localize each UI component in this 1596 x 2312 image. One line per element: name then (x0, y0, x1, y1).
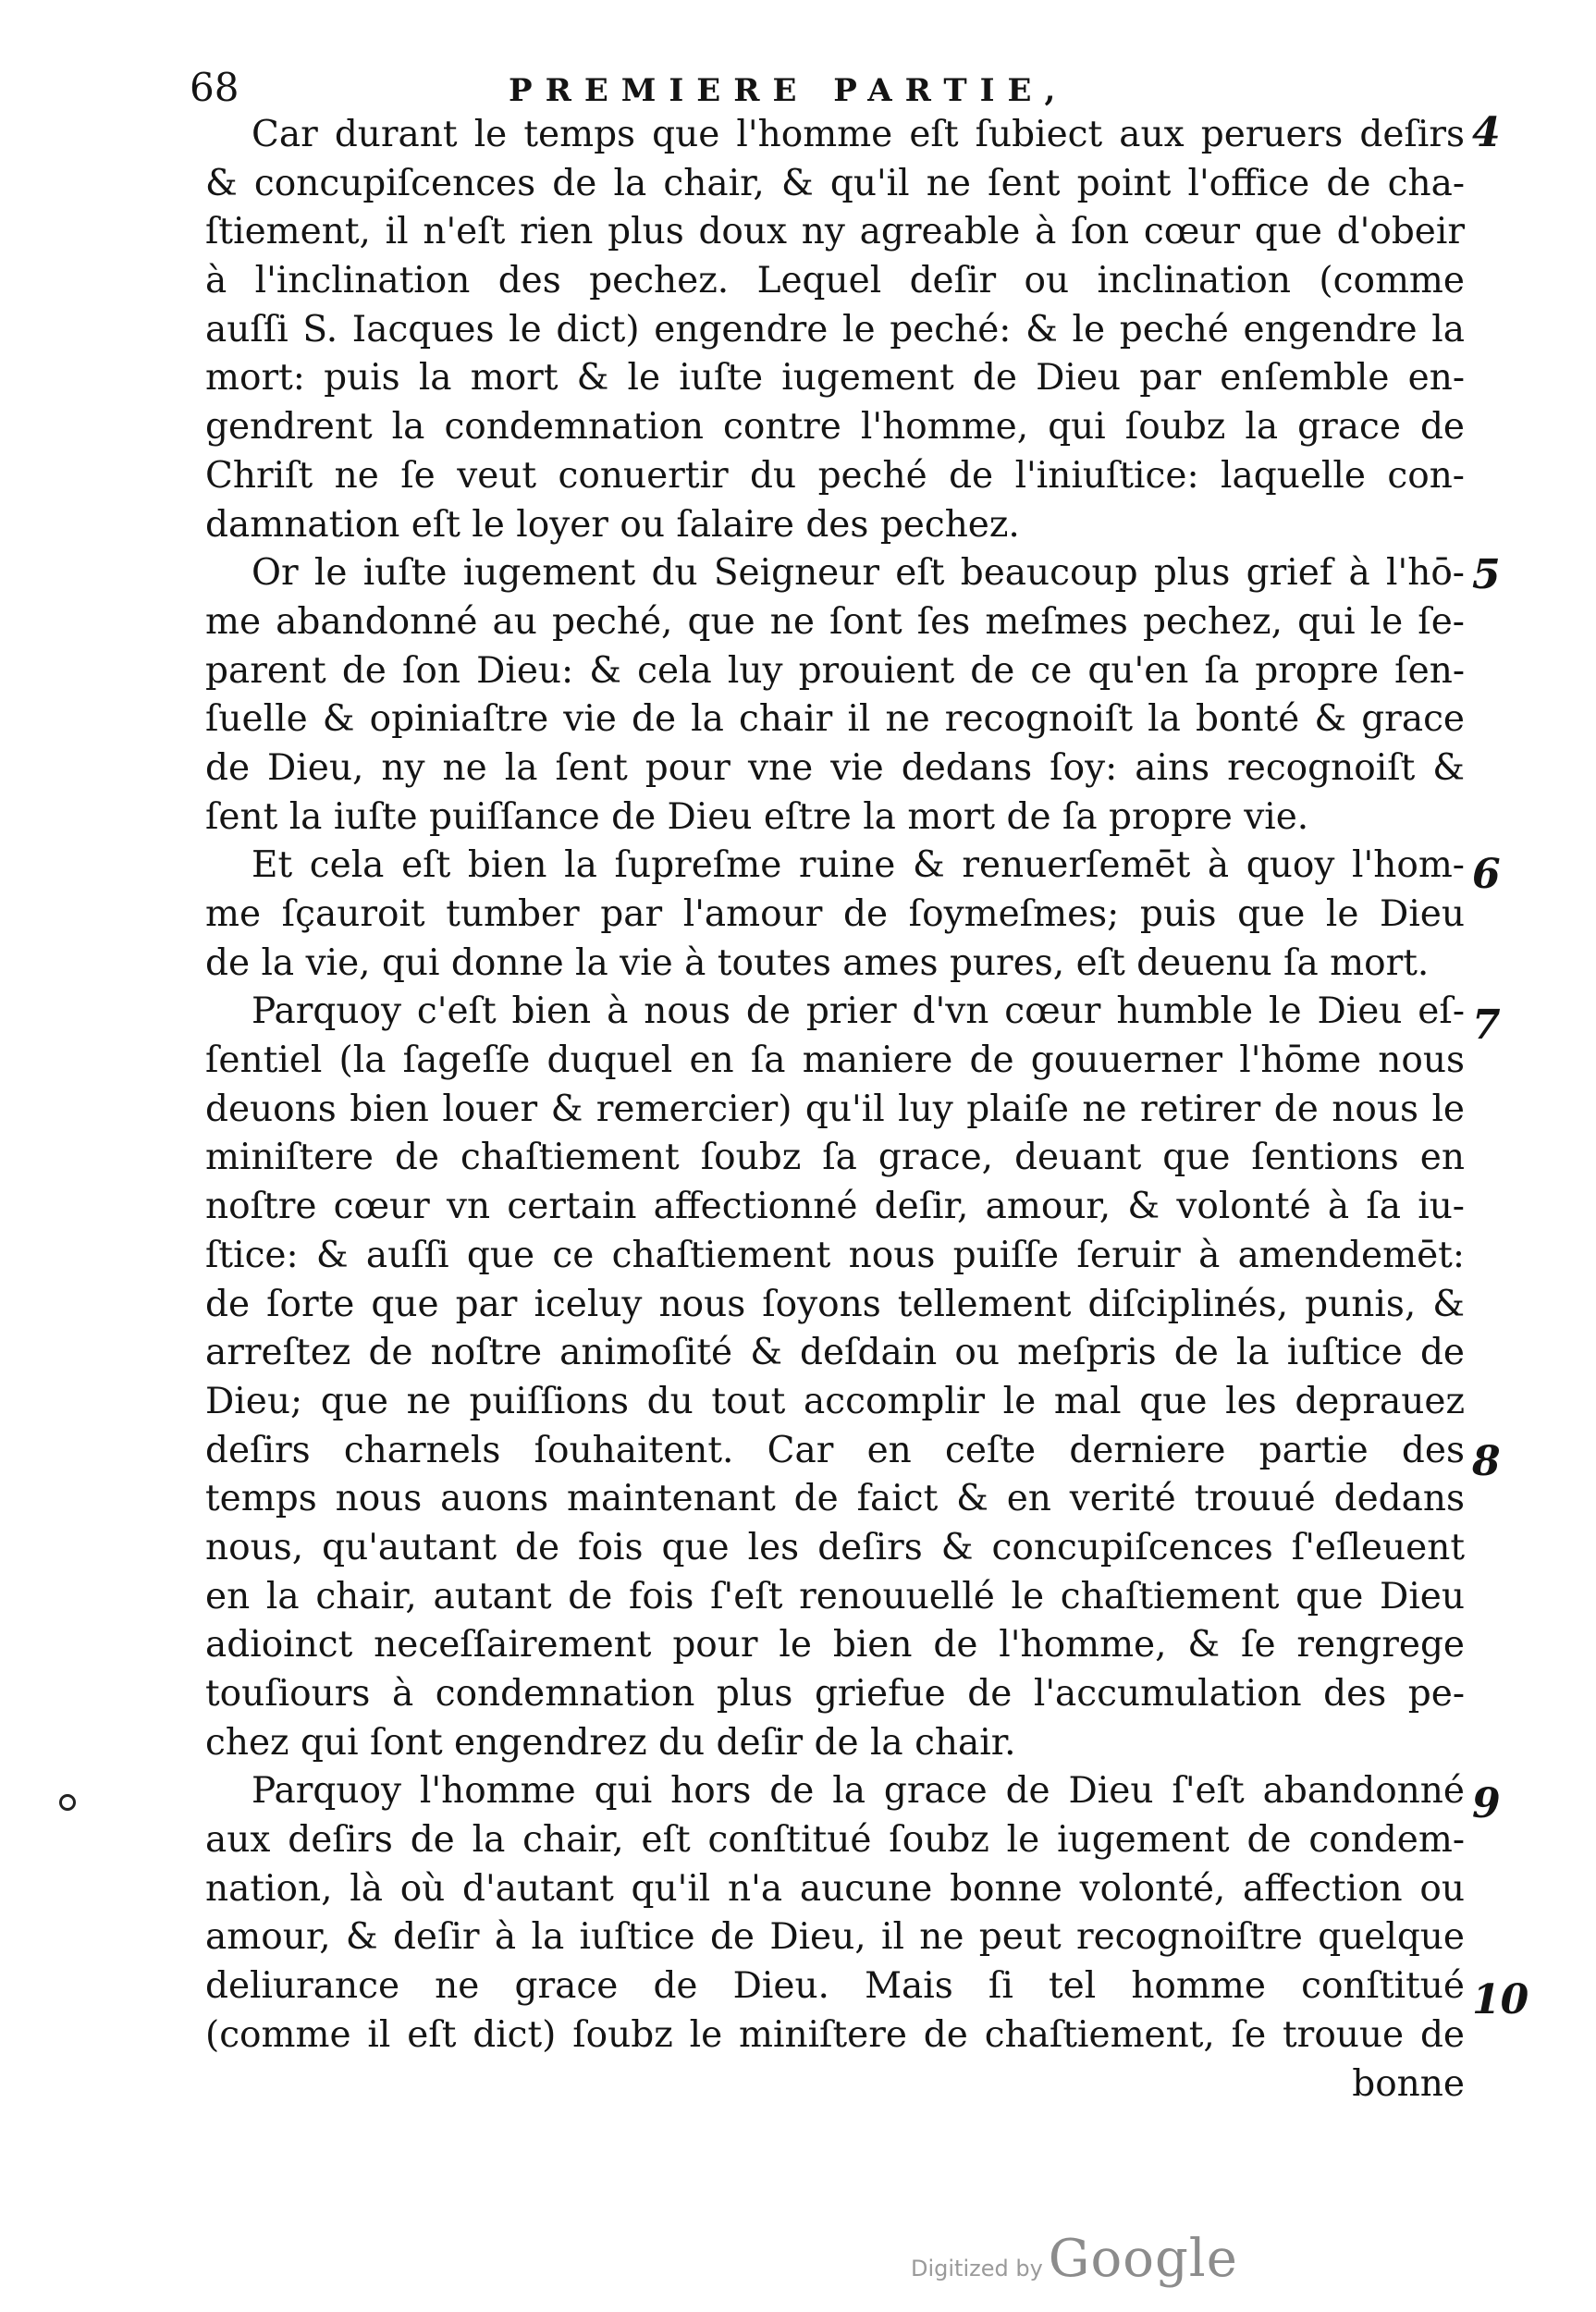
digitized-by-google-watermark (911, 2229, 1238, 2289)
verse-number: 9 (1472, 1780, 1501, 1827)
text-line: deliurance ne grace de Dieu. Mais ſi tel homme conſtitué (205, 1965, 1465, 2008)
running-head: PREMIERE PARTIE, (509, 72, 1069, 109)
verse-number: 7 (1472, 1002, 1501, 1049)
text-line: Parquoy c'eſt bien à nous de prier d'vn cœur humble le Dieu eſ- (252, 990, 1465, 1033)
text-line: miniſtere de chaſtiement ſoubz ſa grace, deuant que ſentions en (205, 1137, 1465, 1179)
text-line: mort: puis la mort & le iuſte iugement de Dieu par enſemble en- (205, 357, 1465, 400)
text-line: auſſi S. Iacques le dict) engendre le peché: & le peché engendre la (205, 308, 1465, 350)
text-line: arreſtez de noſtre animoſité & deſdain ou meſpris de la iuſtice de (205, 1332, 1465, 1374)
text-line: en la chair, autant de fois ſ'eſt renouuellé le chaſtiement que Dieu (205, 1575, 1465, 1617)
text-line: amour, & deſir à la iuſtice de Dieu, il ne peut recognoiſtre quelque (205, 1916, 1465, 1959)
text-line: à l'inclination des pechez. Lequel deſir ou inclination (comme (205, 260, 1465, 302)
verse-number: 8 (1472, 1438, 1501, 1485)
text-line: Car durant le temps que l'homme eſt ſubiect aux peruers deſirs (252, 114, 1465, 155)
text-line: de la vie, qui donne la vie à toutes ames pures, eſt deuenu ſa mort. (205, 941, 1430, 984)
text-line: & concupiſcences de la chair, & qu'il ne ſent point l'office de cha- (205, 162, 1465, 204)
verse-number: 10 (1472, 1976, 1529, 2023)
verse-number: 6 (1472, 851, 1501, 898)
body-text (205, 111, 1465, 2109)
text-line: nation, là où d'autant qu'il n'a aucune bonne volonté, affection ou (205, 1867, 1465, 1910)
text-line: ſentiel (la ſageſſe duquel en ſa maniere de gouuerner l'hōme nous (205, 1039, 1465, 1082)
text-line: ſtiement, il n'eſt rien plus doux ny agreable à ſon cœur que d'obeir (205, 211, 1465, 253)
text-line: deſirs charnels ſouhaitent. Car en ceſte derniere partie des (205, 1429, 1465, 1471)
text-line: damnation eſt le loyer ou ſalaire des pechez. (205, 503, 1020, 546)
catchword: bonne (1352, 2062, 1465, 2105)
text-line: chez qui ſont engendrez du deſir de la chair. (205, 1721, 1016, 1764)
text-line: me ſçauroit tumber par l'amour de ſoymeſmes; puis que le Dieu (205, 893, 1465, 935)
text-line: Chriſt ne ſe veut conuertir du peché de l'iniuſtice: laquelle con- (205, 454, 1465, 497)
page-number: 68 (190, 65, 239, 110)
text-line: ſent la iuſte puiſſance de Dieu eſtre la mort de ſa propre vie. (205, 795, 1309, 838)
text-line: de Dieu, ny ne la ſent pour vne vie dedans ſoy: ains recognoiſt & (205, 746, 1465, 789)
verse-number: 4 (1472, 109, 1501, 156)
google-logo: Google (1048, 2229, 1238, 2289)
text-line: Or le iuſte iugement du Seigneur eſt beaucoup plus grief à l'hō- (252, 552, 1465, 595)
text-line: Dieu; que ne puiſſions du tout accomplir le mal que les deprauez (205, 1380, 1465, 1422)
margin-ring-mark (59, 1794, 76, 1811)
text-line: me abandonné au peché, que ne ſont ſes meſmes pechez, qui le ſe- (205, 600, 1465, 643)
text-line: touſiours à condemnation plus griefue de l'accumulation des pe- (205, 1673, 1465, 1715)
text-line: aux deſirs de la chair, eſt conſtitué ſoubz le iugement de condem- (205, 1819, 1465, 1862)
verse-number: 5 (1472, 551, 1501, 598)
digitized-label: Digitized by (911, 2256, 1043, 2281)
text-line: temps nous auons maintenant de faict & en verité trouué dedans (205, 1478, 1465, 1520)
text-line: Parquoy l'homme qui hors de la grace de Dieu ſ'eſt abandonné (252, 1770, 1465, 1813)
text-line: (comme il eſt dict) ſoubz le miniſtere de chaſtiement, ſe trouue de (205, 2013, 1465, 2056)
text-line: noſtre cœur vn certain affectionné deſir, amour, & volonté à ſa iu- (205, 1186, 1465, 1228)
text-line: Et cela eſt bien la ſupreſme ruine & renuerſemēt à quoy l'hom- (252, 844, 1465, 887)
text-line: de ſorte que par iceluy nous ſoyons tellement diſciplinés, punis, & (205, 1283, 1465, 1325)
text-line: ſuelle & opiniaſtre vie de la chair il ne recognoiſt la bonté & grace (205, 698, 1465, 741)
text-line: adioinct neceſſairement pour le bien de l'homme, & ſe rengrege (205, 1624, 1465, 1666)
text-line: gendrent la condemnation contre l'homme, qui ſoubz la grace de (205, 406, 1465, 449)
text-line: deuons bien louer & remercier) qu'il luy plaiſe ne retirer de nous le (205, 1088, 1465, 1130)
text-line: nous, qu'autant de fois que les deſirs & concupiſcences ſ'eſleuent (205, 1526, 1465, 1568)
text-line: parent de ſon Dieu: & cela luy prouient de ce qu'en ſa propre ſen- (205, 649, 1465, 692)
text-line: ſtice: & auſſi que ce chaſtiement nous puiſſe ſeruir à amendemēt: (205, 1234, 1465, 1276)
